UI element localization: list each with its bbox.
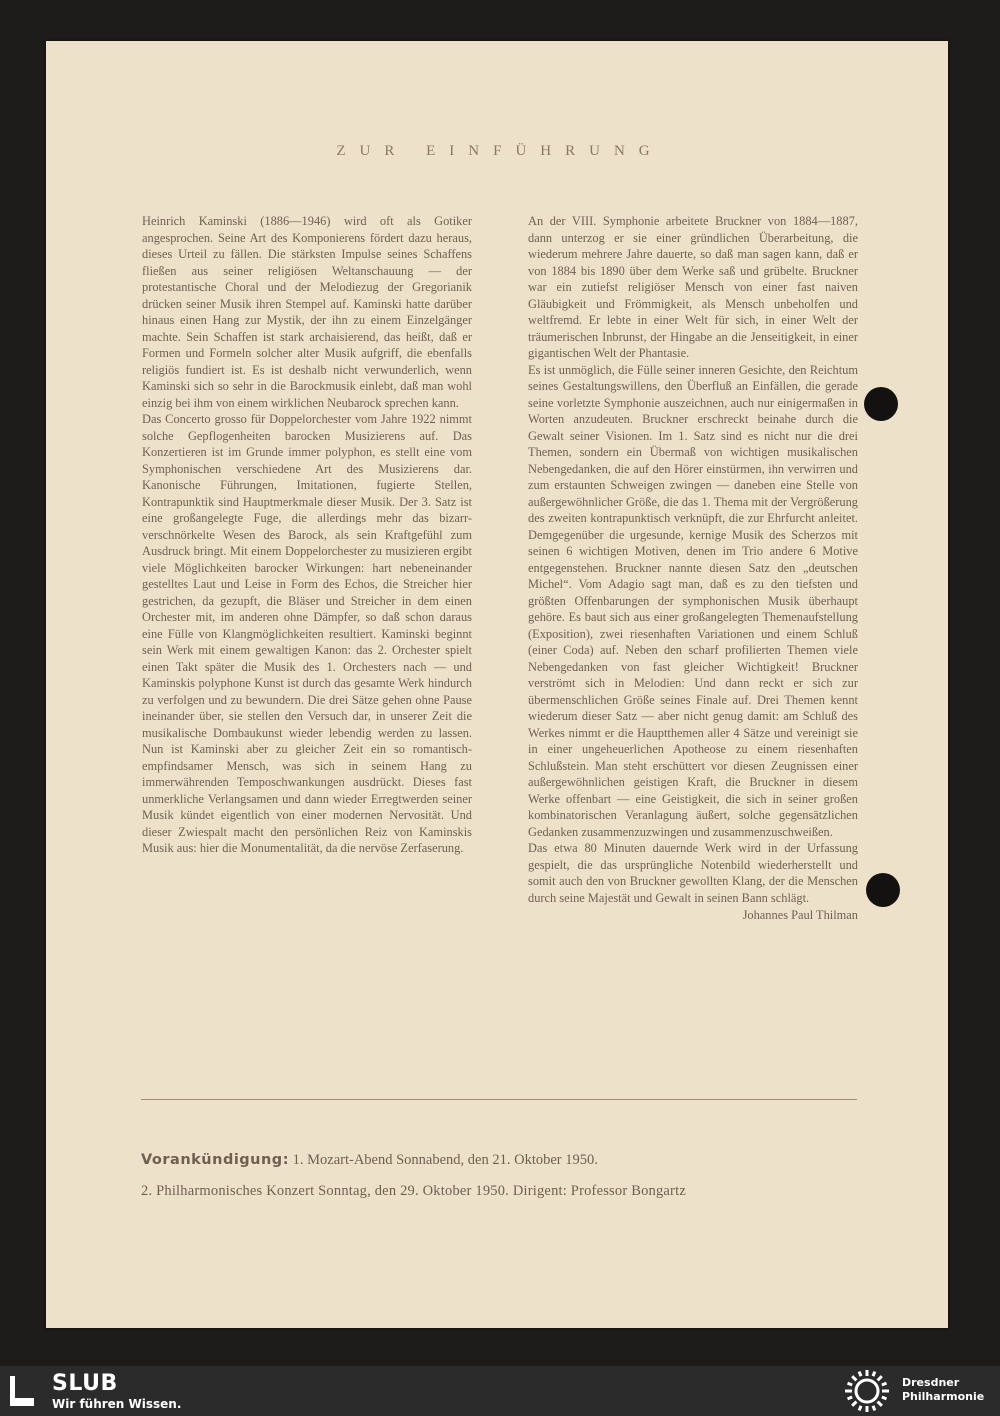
announcement-event-1: 1. Mozart-Abend Sonnabend, den 21. Oktober 1950. bbox=[292, 1152, 598, 1168]
right-paragraph-1: An der VIII. Symphonie arbeitete Bruckner von 1884—1887, dann unterzog er sie einer gründlichen Überarbeitung, die wiederum mehrere Jahre dauerte, so daß man sagen kann, daß er von 1884 bis 1890 über dem Werke saß und grübelte. Bruckner war ein zutiefst religiöser Mensch von einer fast naiven Gläubigkeit und Frömmigkeit, als Mensch unbeholfen und weltfremd. Er lebte in einer Welt für sich, in einer Welt der träumerischen Inbrunst, der Hingabe an die Jenseitigkeit, in einer gigantischen Welt der Phantasie. bbox=[528, 214, 858, 360]
punch-hole bbox=[866, 873, 900, 907]
slub-tagline: Wir führen Wissen. bbox=[52, 1397, 182, 1411]
dresdner-philharmonie-logo-icon bbox=[843, 1370, 891, 1412]
slub-name: SLUB bbox=[52, 1371, 118, 1396]
left-column bbox=[142, 213, 472, 857]
divider-line bbox=[141, 1099, 857, 1100]
left-paragraph-2: Das Concerto grosso für Doppelorchester vom Jahre 1922 nimmt solche Gepflogenheiten barocken Musizierens auf. Das Konzertieren ist im Grunde immer polyphon, es stellt eine vom Symphonischen verschiedene Art des Musizierens dar. Kanonische Führungen, Imitationen, fugierte Stellen, Kontrapunktik sind Hauptmerkmale dieser Musik. Der 3. Satz ist eine großangelegte Fuge, die allerdings mehr das bizarr-verschnörkelte Wesen des Barock, als sein Kraftgefühl zum Ausdruck bringt. Mit einem Doppelorchester zu musizieren ergibt viele Möglichkeiten barocker Wirkungen: hart nebeneinander gestelltes Laut und Leise in Form des Echos, die Streicher hier gestrichen, da gezupft, die Bläser und Streicher in dem einen Orchester mit, im anderen ohne Dämpfer, so daß schon daraus eine Fülle von Klangmöglichkeiten resultiert. Kaminski beginnt sein Werk mit einem gewaltigen Kanon: das 2. Orchester spielt einen Takt später die Musik des 1. Orchesters nach — und Kaminskis polyphone Kunst ist durch das gesamte Werk hindurch zu verfolgen und zu bewundern. Die drei Sätze gehen ohne Pause ineinander über, sie stellen den Versuch dar, in unserer Zeit die musikalische Dombaukunst wieder lebendig werden zu lassen. Nun ist Kaminski aber zu gleicher Zeit ein so romantisch-empfindsamer Mensch, was sich in seinem Hang zu immerwährenden Temposchwankungen ausdrückt. Dieses fast unmerkliche Verlangsamen und dann wieder Erregtwerden seiner Musik kündet eigentlich von einer modernen Nervosität. Und dieser Zwiespalt macht den persönlichen Reiz von Kaminskis Musik aus: hier die Monumentalität, da die nervöse Zerfaserung. bbox=[142, 412, 472, 855]
footer-bar bbox=[0, 1366, 1000, 1416]
announcement-label: Vorankündigung: bbox=[141, 1152, 289, 1168]
page-heading: ZUR EINFÜHRUNG bbox=[336, 143, 664, 159]
author-signature: Johannes Paul Thilman bbox=[742, 908, 858, 922]
announcement-line-2: 2. Philharmonisches Konzert Sonntag, den 29. Oktober 1950. Dirigent: Professor Bongartz bbox=[141, 1183, 686, 1199]
right-paragraph-3: Das etwa 80 Minuten dauernde Werk wird in der Urfassung gespielt, die das ursprüngliche Notenbild wiederherstellt und somit auch den von Bruckner gewollten Klang, der die Menschen durch seine Majestät und Gewalt in seinen Bann schlägt. bbox=[528, 841, 858, 905]
partner-name-line-2: Philharmonie bbox=[902, 1390, 985, 1403]
right-column bbox=[528, 213, 858, 924]
partner-name-line-1: Dresdner bbox=[902, 1376, 960, 1389]
announcement-line-1 bbox=[141, 1152, 861, 1169]
left-paragraph-1: Heinrich Kaminski (1886—1946) wird oft als Gotiker angesprochen. Seine Art des Komponierens fördert dazu heraus, dieses Urteil zu fällen. Die stärksten Impulse seines Schaffens fließen aus seiner religiösen Weltanschauung — der protestantische Choral und der Melodiezug der Gregorianik drücken seiner Musik ihren Stempel auf. Kaminski hatte darüber hinaus einen Hang zur Mystik, der ihn zu einem Einzelgänger machte. Sein Schaffen ist stark archaisierend, das heißt, daß er Formen und Formeln solcher alter Musik aufgriff, die ebenfalls religiös fundiert ist. Es ist deshalb nicht verwunderlich, wenn Kaminski sich so sehr in die Barockmusik einlebt, daß man wohl einzig bei ihm von einem wirklichen Neubarock sprechen kann. bbox=[142, 214, 472, 410]
slub-logo-icon bbox=[10, 1376, 34, 1406]
punch-hole bbox=[864, 387, 898, 421]
right-paragraph-2: Es ist unmöglich, die Fülle seiner inneren Gesichte, den Reichtum seines Gestaltungswillens, den Überfluß an Einfällen, die gerade seine vorletzte Symphonie auszeichnen, auch nur einigermaßen in Worten anzudeuten. Bruckner erschreckt beinahe durch die Gewalt seiner Visionen. Im 1. Satz sind es nicht nur die drei Themen, sondern ein Übermaß von wichtigen musikalischen Nebengedanken, die auf den Hörer einstürmen, ihn verwirren und zum erstaunten Schweigen zwingen — daneben eine Stelle von außergewöhnlicher Größe, die das 1. Thema mit der Vergrößerung des zweiten kontrapunktisch verknüpft, die zur Ehrfurcht anleitet. Demgegenüber die urgesunde, kernige Musik des Scherzos mit seinen 6 wichtigen Motiven, denen im Trio andere 6 Motive entgegenstehen. Bruckner nannte diesen Satz den „deutschen Michel“. Vom Adagio sagt man, daß es zu den tiefsten und größten Offenbarungen der symphonischen Musik überhaupt gehöre. Es baut sich aus einer großangelegten Themenaufstellung (Exposition), zwei riesenhaften Variationen und einem Schluß (einer Coda) auf. Neben den scharf profilierten Themen viele Nebengedanken von fast gleicher Wichtigkeit! Bruckner verströmt sich in Melodien: Und dann reckt er sich zur übermenschlichen Größe seines Finale auf. Drei Themen kennt wiederum dieser Satz — aber nicht genug damit: am Schluß des Werkes nimmt er die Hauptthemen aller 4 Sätze und vereinigt sie in einer ungeheuerlichen Apotheose zu einem riesenhaften Schlußstein. Man steht erschüttert vor diesen Zeugnissen einer außergewöhnlichen geistigen Kraft, die Bruckner in diesem Werke offenbart — eine Geistigkeit, die sich in seiner großen kombinatorischen Veranlagung äußert, solche gegensätzlichen Gedanken zusammenzuzwingen und zusammenzuschweißen. bbox=[528, 362, 858, 839]
partner-name bbox=[902, 1376, 984, 1404]
